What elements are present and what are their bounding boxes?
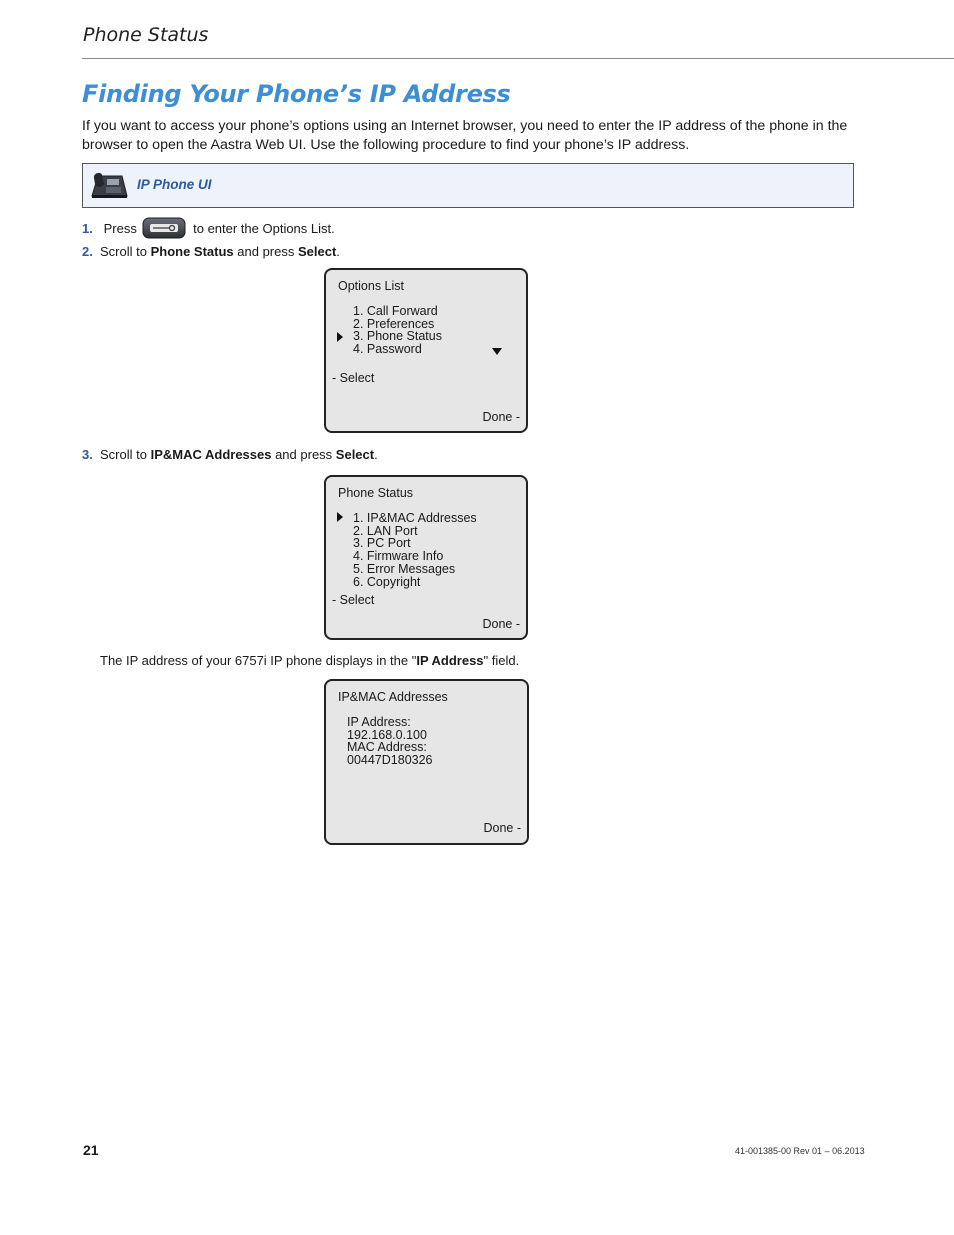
step-text: . <box>374 447 378 462</box>
section-title: Phone Status <box>83 24 209 46</box>
screen-title: IP&MAC Addresses <box>338 690 448 704</box>
softkey-done[interactable]: Done - <box>482 410 520 424</box>
phone-screen-phone-status <box>324 475 528 640</box>
screen-title: Phone Status <box>338 486 414 500</box>
result-note <box>100 653 519 668</box>
step-bold-term: Phone Status <box>150 244 234 259</box>
softkey-select[interactable]: - Select <box>332 593 375 607</box>
phone-screen-ip-mac <box>324 679 529 845</box>
step-bold-term: Select <box>297 244 337 259</box>
mac-address-label: MAC Address: <box>347 740 427 755</box>
step-text: . <box>336 244 340 259</box>
menu-item[interactable]: 2. LAN Port <box>353 523 418 538</box>
phone-screen-options-list <box>324 268 528 433</box>
menu-item[interactable]: 2. Preferences <box>353 316 435 331</box>
note-text: The IP address of your 6757i IP phone displays in the " <box>100 653 417 668</box>
step-text: Scroll to <box>100 244 151 259</box>
step-3 <box>82 447 378 462</box>
step-text: Scroll to <box>100 447 151 462</box>
note-text: " field. <box>483 653 520 668</box>
step-bold-term: IP&MAC Addresses <box>150 447 272 462</box>
step-number: 1. <box>82 220 93 236</box>
note-bold-term: IP Address <box>416 653 484 668</box>
document-id: 41-001385-00 Rev 01 – 06.2013 <box>735 1146 865 1156</box>
softkey-done[interactable]: Done - <box>482 617 520 631</box>
step-bold-term: Select <box>335 447 375 462</box>
selection-cursor-icon <box>337 332 343 342</box>
address-details <box>347 716 433 767</box>
step-number: 2. <box>82 244 93 259</box>
intro-paragraph: If you want to access your phone’s options using an Internet browser, you need to enter the IP address of the phone in the browser to open the Aastra Web UI. Use the following procedure to find your phone’s IP address. <box>82 118 848 153</box>
mac-address-value: 00447D180326 <box>347 753 433 768</box>
menu-item[interactable]: 4. Password <box>353 342 422 357</box>
ip-phone-ui-banner <box>82 163 854 208</box>
menu-item[interactable]: 3. PC Port <box>353 536 411 551</box>
ui-banner-label: IP Phone UI <box>137 177 212 192</box>
desk-phone-icon <box>89 170 129 205</box>
screen-menu <box>353 305 442 356</box>
menu-item[interactable]: 1. IP&MAC Addresses <box>353 511 477 525</box>
page-number: 21 <box>83 1142 99 1158</box>
menu-item[interactable]: 5. Error Messages <box>353 561 456 576</box>
screen-menu <box>353 512 477 588</box>
ip-address-label: IP Address: <box>347 715 411 729</box>
screen-title: Options List <box>338 279 405 293</box>
menu-item[interactable]: 3. Phone Status <box>353 329 442 344</box>
menu-item[interactable]: 4. Firmware Info <box>353 549 444 564</box>
softkey-done[interactable]: Done - <box>483 821 521 835</box>
step-1 <box>82 217 335 242</box>
header-divider <box>82 58 954 59</box>
ip-address-value: 192.168.0.100 <box>347 727 427 742</box>
step-number: 3. <box>82 447 93 462</box>
page-title: Finding Your Phone’s IP Address <box>82 80 511 108</box>
step-text: to enter the Options List. <box>193 220 335 236</box>
step-text: and press <box>233 244 298 259</box>
step-text: Press <box>103 220 137 236</box>
menu-item[interactable]: 1. Call Forward <box>353 304 438 318</box>
selection-cursor-icon <box>337 512 343 522</box>
menu-item[interactable]: 6. Copyright <box>353 574 421 589</box>
softkey-select[interactable]: - Select <box>332 371 375 385</box>
options-key-icon <box>142 217 186 242</box>
scroll-down-icon <box>492 348 502 355</box>
step-2 <box>82 244 340 259</box>
step-text: and press <box>271 447 336 462</box>
